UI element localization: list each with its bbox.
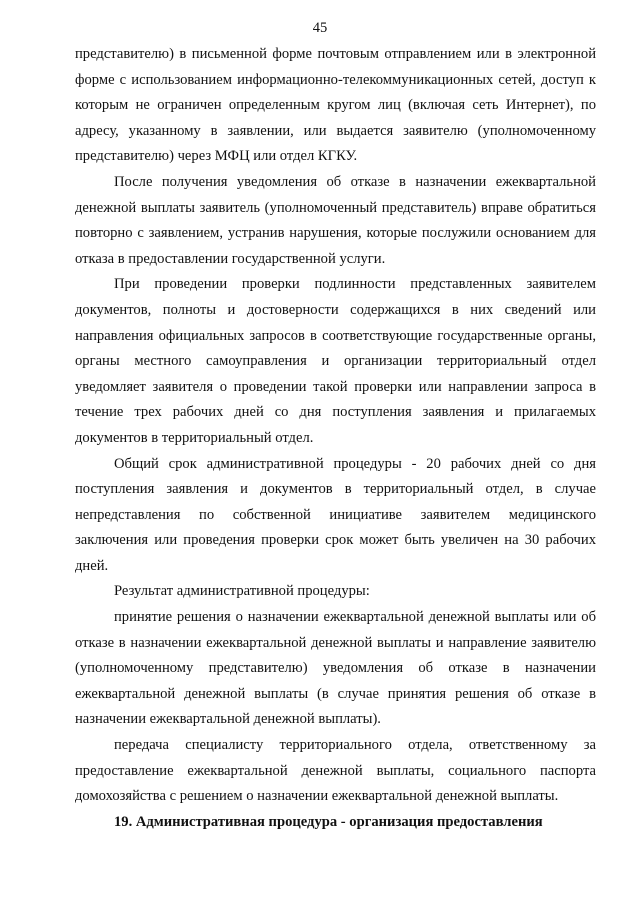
page-number: 45 — [312, 20, 328, 36]
paragraph-result-transfer: передача специалисту территориального отдела, ответственному за предоставление ежеквартальной денежной выплаты, социального паспорта домохозяйства с решением о назначении ежеквартальной денежной выплаты. — [75, 737, 596, 805]
paragraph-result-intro: Результат административной процедуры: — [114, 583, 370, 600]
document-body — [75, 42, 596, 835]
section-heading: 19. Административная процедура - организация предоставления — [114, 813, 543, 830]
paragraph-result-decision: принятие решения о назначении ежеквартальной денежной выплаты или об отказе в назначении ежеквартальной денежной выплаты и направление заявителю (уполномоченному представителю) уведомления об отказе в назначении ежеквартальной денежной выплаты (в случае принятия решения об отказе в назначении ежеквартальной денежной выплаты). — [75, 609, 596, 728]
paragraph-repeat-application: После получения уведомления об отказе в назначении ежеквартальной денежной выплаты заявитель (уполномоченный представитель) вправе обратиться повторно с заявлением, устранив нарушения, которые послужили основанием для отказа в предоставлении государственной услуги. — [75, 173, 596, 267]
paragraph-continuation: представителю) в письменной форме почтовым отправлением или в электронной форме с использованием информационно-телекоммуникационных сетей, доступ к которым не ограничен определенным кругом лиц (включая сеть Интернет), по адресу, указанному в заявлении, или выдается заявителю (уполномоченному представителю) через МФЦ или отдел КГКУ. — [75, 46, 596, 165]
paragraph-procedure-term: Общий срок административной процедуры - 20 рабочих дней со дня поступления заявления и документов в территориальный отдел, в случае непредставления по собственной инициативе заявителем медицинского заключения или проведения проверки срок может быть увеличен на 30 рабочих дней. — [75, 455, 596, 574]
paragraph-verification-notice: При проведении проверки подлинности представленных заявителем документов, полноты и достоверности содержащихся в них сведений или направления официальных запросов в соответствующие государственные органы, органы местного самоуправления и организации территориальный отдел уведомляет заявителя о проведении такой проверки или направлении запроса в течение трех рабочих дней со дня поступления заявления и прилагаемых документов в территориальный отдел. — [75, 276, 596, 446]
